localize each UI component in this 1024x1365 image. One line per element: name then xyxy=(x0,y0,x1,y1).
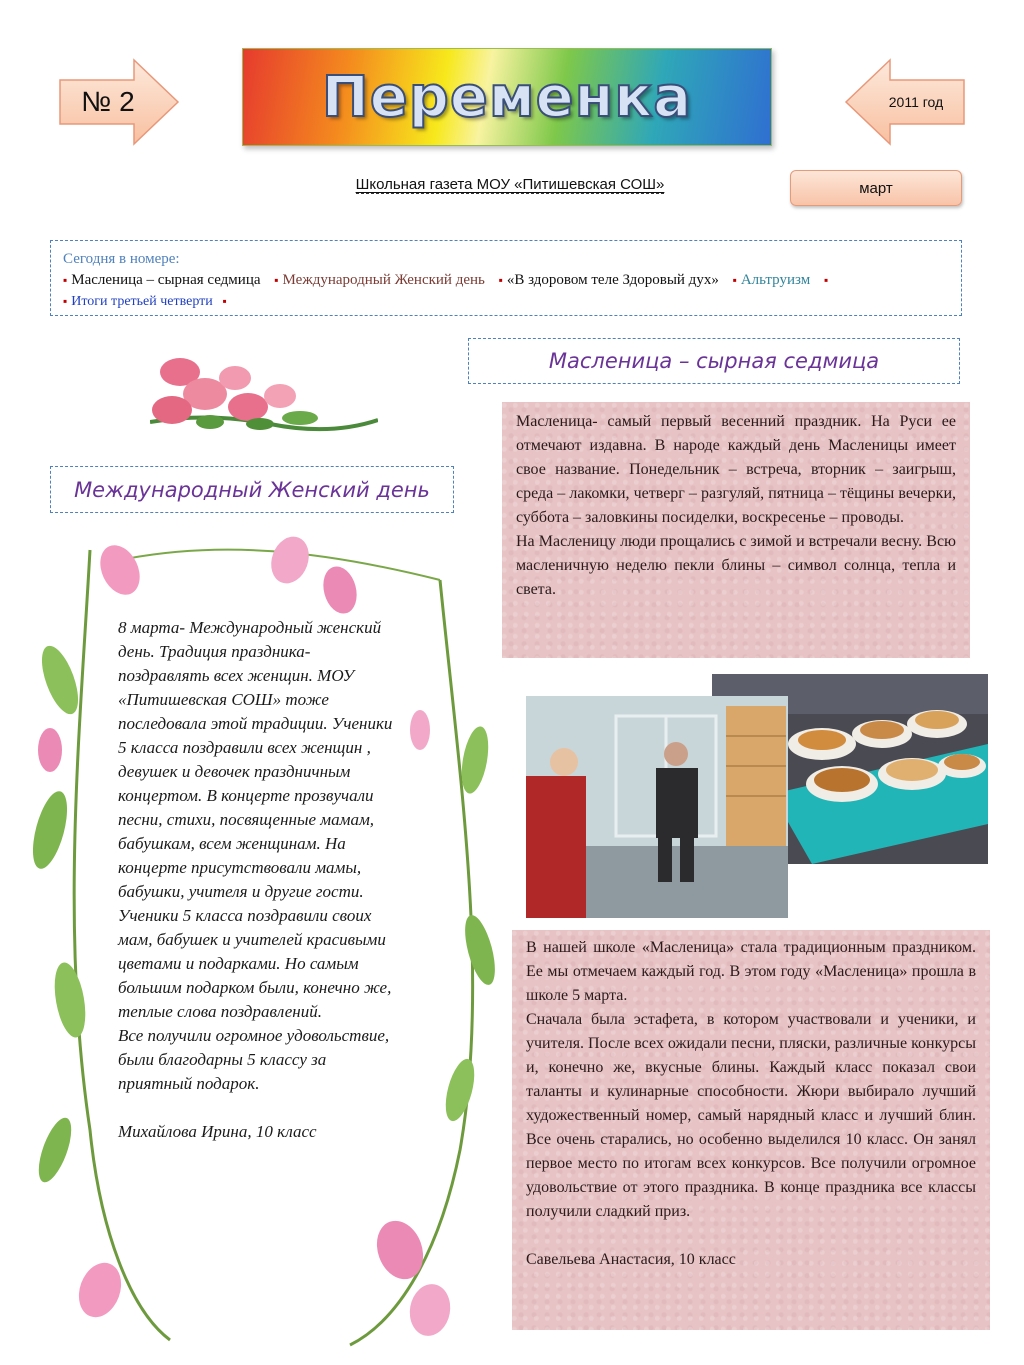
contents-line-2 xyxy=(63,291,949,312)
contents-item[interactable]: Альтруизм xyxy=(740,272,811,288)
contents-item[interactable]: «В здоровом теле Здоровый дух» xyxy=(506,272,719,288)
womens-day-article xyxy=(118,616,394,1144)
dance-photo xyxy=(526,696,788,918)
month-badge: март xyxy=(790,170,962,206)
paragraph: Масленица- самый первый весенний праздник. На Руси ее отмечают издавна. В народе каждый день Масленицы имеет свое название. Понедельник – встреча, вторник – заигрыш, среда – лакомки, четверг – разгуляй, пятница – тёщины вечерки, суббота – заловкины посиделки, воскресенье – проводы. xyxy=(516,413,956,526)
bullet-icon: ▪ xyxy=(823,273,829,287)
newspaper-subtitle xyxy=(250,176,770,193)
contents-item[interactable]: Масленица – сырная седмица xyxy=(71,272,261,288)
bullet-icon: ▪ xyxy=(498,273,503,287)
paragraph: В нашей школе «Масленица» стала традиционным праздником. Ее мы отмечаем каждый год. В этом году «Масленица» прошла в школе 5 марта. xyxy=(526,939,976,1004)
maslenitsa-article-2 xyxy=(512,930,990,1330)
maslenitsa-heading: Масленица – сырная седмица xyxy=(468,338,960,384)
paragraph: На Масленицу люди прощались с зимой и встречали весну. Всю масленичную неделю пекли блины – символ солнца, тепла и света. xyxy=(516,533,956,598)
article-author: Михайлова Ирина, 10 класс xyxy=(118,1122,317,1141)
year-arrow xyxy=(842,58,966,146)
issue-number-arrow xyxy=(58,58,182,146)
contents-item[interactable]: Итоги третьей четверти xyxy=(71,294,213,309)
bullet-icon: ▪ xyxy=(732,273,737,287)
paragraph-spacer xyxy=(526,1224,976,1248)
bullet-icon: ▪ xyxy=(63,294,68,308)
issue-number: № 2 xyxy=(81,86,135,117)
dancing-people-icon xyxy=(526,696,788,918)
contents-box xyxy=(50,240,962,316)
bullet-icon: ▪ xyxy=(274,273,279,287)
article-author: Савельева Анастасия, 10 класс xyxy=(526,1251,736,1268)
roses-image xyxy=(150,352,378,432)
newspaper-title: Переменка xyxy=(321,65,693,130)
paragraph: Все получили огромное удовольствие, были благодарны 5 классу за приятный подарок. xyxy=(118,1026,390,1093)
bullet-icon: ▪ xyxy=(63,273,68,287)
paragraph: 8 марта- Международный женский день. Традиция праздника- поздравлять всех женщин. МОУ «Питишевская СОШ» тоже последовала этой традиции. Ученики 5 класса поздравили всех женщин , девушек и девочек праздничным концертом. В концерте прозвучали песни, стихи, посвященные мамам, бабушкам, всем женщинам. На концерте присутствовали мамы, бабушки, учителя и другие гости. Ученики 5 класса поздравили своих мам, бабушек и учителей красивыми цветами и подарками. Но самым большим подарком были, конечно же, теплые слова поздравлений. xyxy=(118,618,393,1021)
contents-heading: Сегодня в номере: xyxy=(63,251,180,267)
paragraph-spacer xyxy=(118,1096,394,1120)
subtitle-text: Школьная газета МОУ «Питишевская СОШ» xyxy=(355,176,665,193)
womens-day-heading: Международный Женский день xyxy=(50,466,454,513)
roses-icon xyxy=(150,352,378,432)
contents-item[interactable]: Международный Женский день xyxy=(282,272,485,288)
paragraph: Сначала была эстафета, в котором участвовали и ученики, и учителя. После всех ожидали песни, пляски, различные конкурсы и, конечно же, вкусные блины. Каждый класс показал свои таланты и кулинарные способности. Жюри выбирало лучший художественный номер, самый нарядный класс и лучший блин. Все очень старались, но особенно выделился 10 класс. Он занял первое место по итогам всех конкурсов. Все получили огромное удовольствие от этого праздника. В конце праздника все классы получили сладкий приз. xyxy=(526,1011,976,1220)
bullet-icon: ▪ xyxy=(222,294,227,308)
contents-line-1 xyxy=(63,270,949,291)
maslenitsa-article-1 xyxy=(502,402,970,658)
title-banner xyxy=(242,48,772,146)
year-label: 2011 год xyxy=(888,94,944,110)
